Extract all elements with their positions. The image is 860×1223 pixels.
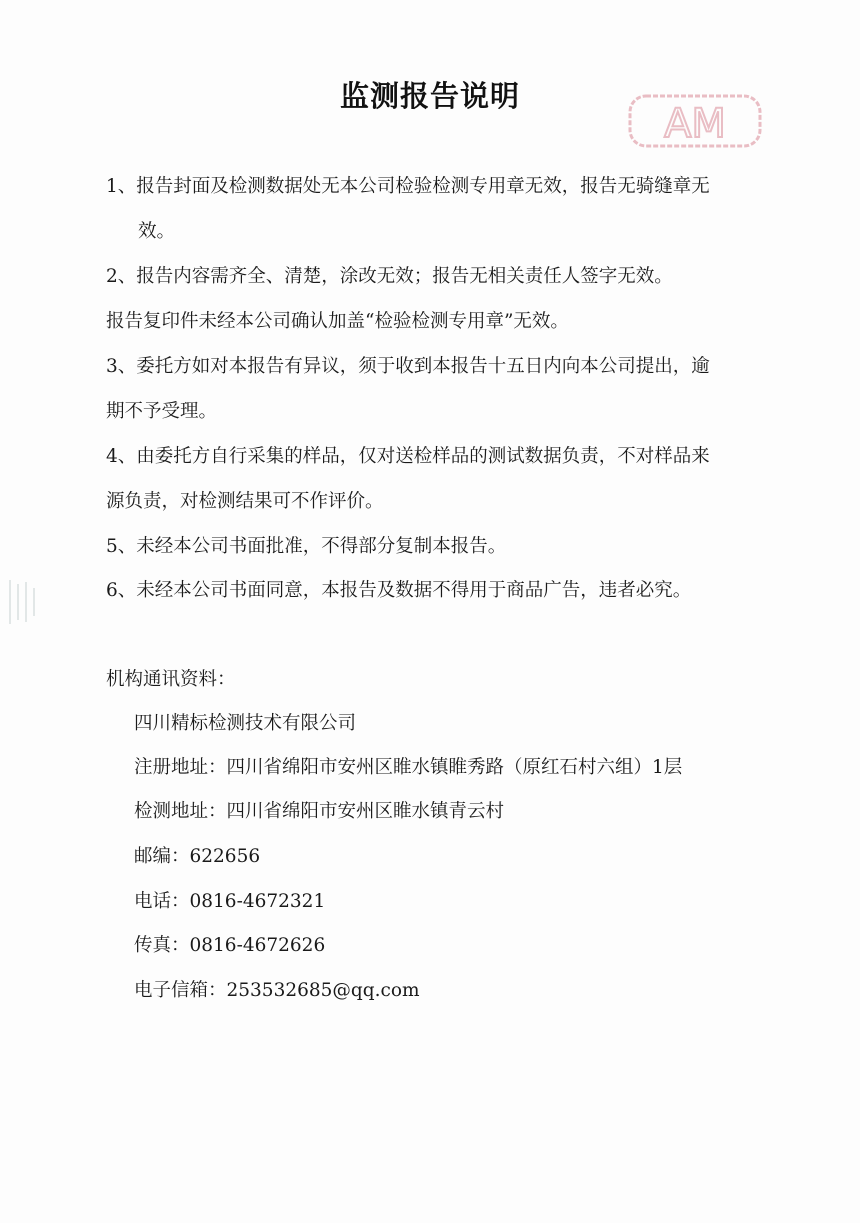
test-address: 检测地址：四川省绵阳市安州区睢水镇青云村	[134, 801, 505, 822]
fax: 传真：0816-4672626	[134, 935, 326, 956]
note-2: 2、报告内容需齐全、清楚，涂改无效；报告无相关责任人签字无效。	[106, 266, 673, 287]
page-title: 监测报告说明	[339, 79, 520, 113]
note-1-line-1: 1、报告封面及检测数据处无本公司检验检测专用章无效，报告无骑缝章无	[106, 176, 710, 197]
contact-heading: 机构通讯资料：	[106, 669, 236, 690]
note-4-line-1: 4、由委托方自行采集的样品，仅对送检样品的测试数据负责，不对样品来	[106, 446, 710, 467]
postcode: 邮编：622656	[134, 846, 261, 867]
note-4-line-2: 源负责，对检测结果可不作评价。	[106, 491, 384, 512]
note-5: 5、未经本公司书面批准，不得部分复制本报告。	[106, 536, 507, 557]
note-2-copy-clause: 报告复印件未经本公司确认加盖“检验检测专用章”无效。	[106, 311, 569, 332]
phone: 电话：0816-4672321	[134, 891, 326, 912]
svg-text:AM: AM	[664, 101, 726, 147]
registered-address: 注册地址：四川省绵阳市安州区睢水镇睢秀路（原红石村六组）1层	[134, 757, 683, 778]
note-3-line-2: 期不予受理。	[106, 401, 218, 422]
note-3-line-1: 3、委托方如对本报告有异议，须于收到本报告十五日内向本公司提出，逾	[106, 356, 710, 377]
note-1-line-2: 效。	[138, 221, 176, 242]
note-6: 6、未经本公司书面同意，本报告及数据不得用于商品广告，违者必究。	[106, 580, 692, 601]
binding-edge-mark	[0, 574, 44, 630]
company-seal-stamp	[622, 92, 768, 150]
email: 电子信箱：253532685@qq.com	[134, 980, 420, 1001]
company-name: 四川精标检测技术有限公司	[134, 713, 357, 734]
